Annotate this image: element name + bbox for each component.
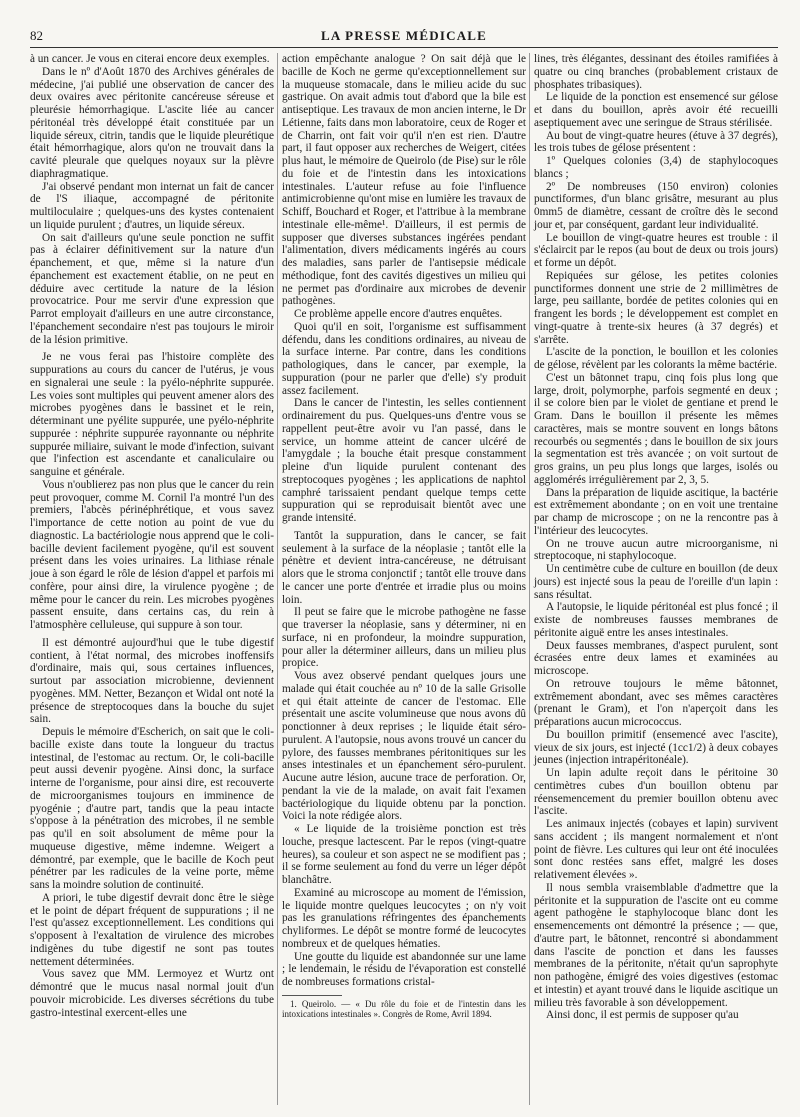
paragraph: Dans le cancer de l'intestin, les selles contiennent ordinairement du pus. Quelques-uns d'entre vous se rappellent peut-être avoir vu l'an passé, dans le service, un homme atteint de cancer ulcéré de l'amygdale ; la bouche était presque constamment pleine d'un liquide purulent contenant des streptocoques pyogènes ; les applications de naphtol camphré tarissaient pendant quelque temps cette suppuration qui se reproduisait bientôt avec une grande intensité.	[282, 397, 526, 524]
paragraph: Il peut se faire que le microbe pathogène ne fasse que traverser la néoplasie, sans y déterminer, ni en surface, ni en profondeur, la moindre suppuration, pour aller la déterminer ailleurs, dans un milieu plus propice.	[282, 606, 526, 670]
paragraph: On sait d'ailleurs qu'une seule ponction ne suffit pas à éclairer définitivement sur la nature d'un épanchement, et que, même si la nature d'un épanchement est exactement établie, on ne peut en déduire avec certitude la nature de la lésion provocatrice. Pour me servir d'une expression que Parrot employait d'ailleurs en une autre circonstance, l'épanchement secondaire n'est pas toujours le miroir de la lésion primitive.	[30, 231, 274, 346]
paragraph: On ne trouve aucun autre microorganisme, ni streptocoque, ni staphylocoque.	[534, 537, 778, 563]
paragraph: Il nous sembla vraisemblable d'admettre que la péritonite et la suppuration de l'ascite ont eu comme agent pathogène le staphylocoque blanc dont les ensemencements ont démontré la présence ; — que, d'autre part, le bâtonnet, rencontré si abondamment dans l'ascite de ponction et dans les fausses membranes de la péritonite, n'était qu'un saprophyte non pathogène, émigré des voies digestives (estomac et intestin) et ayant trouvé dans le liquide ascitique un milieu très favorable à son développement.	[534, 881, 778, 1009]
paragraph: C'est un bâtonnet trapu, cinq fois plus long que large, droit, polymorphe, parfois segmenté en deux ; il se colore bien par le violet de gentiane et prend le Gram. Dans le bouillon il présente les mêmes caractères, mais se montre souvent en longs bâtons recourbés ou segmentés ; dans le bouillon de six jours la segmentation est très avancée ; on voit surtout de gros grains, un peu plus longs que larges, isolés ou agglomérés irrégulièrement par 2, 3, 5.	[534, 371, 778, 486]
paragraph: 1º Quelques colonies (3,4) de staphylocoques blancs ;	[534, 155, 778, 180]
paragraph: Deux fausses membranes, d'aspect purulent, sont écrasées entre deux lames et examinées au microscope.	[534, 639, 778, 677]
header-rule	[30, 47, 778, 48]
paragraph: Quoi qu'il en soit, l'organisme est suffisamment défendu, dans les conditions ordinaires, au niveau de la surface interne. Par contre, dans les conditions pathologiques, dans le cancer, par exemple, la suppuration (pour ne parler que d'elle) s'y produit assez facilement.	[282, 320, 526, 397]
paragraph: A l'autopsie, le liquide péritonéal est plus foncé ; il existe de nombreuses fausses membranes de péritonite aiguë entre les anses intestinales.	[534, 601, 778, 639]
column-divider	[277, 53, 278, 1105]
column-1	[30, 53, 274, 1019]
journal-title: LA PRESSE MÉDICALE	[320, 28, 488, 43]
footnote: 1. Queirolo. — « Du rôle du foie et de l'intestin dans les intoxications intestinales ». Congrès de Rome, Avril 1894.	[282, 998, 526, 1020]
paragraph: J'ai observé pendant mon internat un fait de cancer de l'S iliaque, accompagné de péritonite multiloculaire ; quelques-uns des kystes contenaient un liquide purulent ; d'autres, un liquide séreux.	[30, 180, 274, 231]
paragraph: Ce problème appelle encore d'autres enquêtes.	[294, 308, 503, 320]
paragraph: Repiquées sur gélose, les petites colonies punctiformes donnent une strie de 2 millimètres de large, peu saillante, bordée de petites colonies qui en frangent les bords ; le développement est complet en vingt-quatre à trente-six heures (à 37 degrés) et s'arrête.	[534, 269, 778, 346]
footnote-rule	[282, 995, 342, 996]
paragraph: Une goutte du liquide est abandonnée sur une lame ; le lendemain, le résidu de l'évaporation est constellé de nombreuses formations cristal-	[282, 950, 526, 988]
column-divider	[529, 53, 530, 1105]
paragraph: Dans le nº d'Août 1870 des Archives générales de médecine, j'ai publié une observation de cancer des deux ovaires avec péritonite cancéreuse séreuse et pleurésie hémorrhagique. L'ascite liée au cancer péritonéal très développé était constituée par un liquide séreux, citrin, tandis que le liquide pleurétique était hémorrhagique, alors qu'on ne trouvait dans la cavité pleurale que quelques noyaux sur la plèvre diaphragmatique.	[30, 65, 274, 180]
paragraph: Dans la préparation de liquide ascitique, la bactérie est extrêmement abondante ; on en voit une trentaine par champ de microscope ; on ne la rencontre pas à l'intérieur des leucocytes.	[534, 486, 778, 537]
paragraph: Depuis le mémoire d'Escherich, on sait que le coli-bacille existe dans toute la longueur du tractus intestinal, de l'estomac au rectum. Or, le coli-bacille peut aussi devenir pyogène. Ainsi donc, la surface interne de l'organisme, pour ainsi dire, est recouverte de microorganismes toujours en imminence de pyogénie ; d'autre part, tandis que la peau intacte s'oppose à la pénétration des microbes, il ne semble pas qu'il en soit absolument de même pour la muqueuse digestive, même indemne. Weigert a démontré, par exemple, que le bacille de Koch peut pénétrer par les radicules de la veine porte, même sans la moindre solution de continuité.	[30, 726, 274, 891]
paragraph: Le liquide de la ponction est ensemencé sur gélose et dans du bouillon, après avoir été recueilli aseptiquement avec une seringue de Straus stérilisée.	[534, 91, 778, 129]
paragraph: lines, très élégantes, dessinant des étoiles ramifiées à quatre ou cinq branches (probablement cristaux de phosphates tribasiques).	[534, 53, 778, 91]
paragraph: A priori, le tube digestif devrait donc être le siège et le point de départ fréquent de suppurations ; il ne l'est qu'assez exceptionnellement. Les conditions qui s'opposent à l'exaltation de virulence des microbes indigènes du tube digestif ne sont pas toutes nettement déterminées.	[30, 891, 274, 968]
paragraph: 2º De nombreuses (150 environ) colonies punctiformes, d'un blanc grisâtre, mesurant au plus 0mm5 de diamètre, cessant de croître dès le second jour et, par conséquent, gardant leur individualité.	[534, 180, 778, 231]
paragraph: Je ne vous ferai pas l'histoire complète des suppurations au cours du cancer de l'utérus, je vous en signalerai une seule : la pyélo-néphrite suppurée. Les voies sont multiples qui peuvent amener alors des microbes pyogènes dans le bassinet et le rein, déterminant une pyélite suppurée, une pyélo-néphrite suppurée : néphrite suppurée rayonnante ou néphrite suppurée miliaire, suivant le mode d'infection, suivant que l'infection est ascendante et canaliculaire ou sanguine et générale.	[30, 351, 274, 478]
paragraph: On retrouve toujours le même bâtonnet, extrêmement abondant, avec ses mêmes caractères (prenant le Gram), et l'on n'aperçoit dans les préparations aucun micrococcus.	[534, 677, 778, 728]
paragraph: Examiné au microscope au moment de l'émission, le liquide montre quelques leucocytes ; on n'y voit pas les granulations réfringentes des épanchements chyliformes. Le dépôt se montre formé de leucocytes nombreux et de quelques hématies.	[282, 886, 526, 950]
paragraph: L'ascite de la ponction, le bouillon et les colonies de gélose, révèlent par les colorants la même bactérie.	[534, 346, 778, 371]
paragraph: Ainsi donc, il est permis de supposer qu'au	[546, 1009, 739, 1022]
paragraph: Les animaux injectés (cobayes et lapin) survivent sans accident ; ils mangent normalement et n'ont point de fièvre. Les cultures qui leur ont été inoculées sont donc restées sans effet, malgré les doses relativement élevées ».	[534, 818, 778, 881]
paragraph: Tantôt la suppuration, dans le cancer, se fait seulement à la surface de la néoplasie ; tantôt elle la pénètre et devient intra-cancéreuse, ne détruisant alors que le stroma conjonctif ; tantôt elle trouve dans le cancer une porte d'entrée et irradie plus ou moins loin.	[282, 529, 526, 606]
paragraph: Le bouillon de vingt-quatre heures est trouble : il s'éclaircit par le repos (au bout de deux ou trois jours) et forme un dépôt.	[534, 231, 778, 269]
column-3	[534, 53, 778, 1022]
paragraph: Vous avez observé pendant quelques jours une malade qui était couchée au nº 10 de la salle Grisolle et qui était atteinte de cancer de l'estomac. Elle présentait une ascite volumineuse que nous avons dû ponctionner à deux reprises ; le liquide était séro-purulent. A l'autopsie, nous avons trouvé un cancer du pylore, des fausses membranes péritonitiques sur les anses intestinales et un épanchement séro-purulent. Aucune autre lésion, aucune trace de perforation. Or, pendant la vie de la malade, on avait fait l'examen bactériologique du liquide obtenu par la ponction. Voici la note rédigée alors.	[282, 670, 526, 823]
paragraph: Au bout de vingt-quatre heures (étuve à 37 degrés), les trois tubes de gélose présentent :	[534, 129, 778, 155]
paragraph: Vous savez que MM. Lermoyez et Wurtz ont démontré que le mucus nasal normal jouit d'un pouvoir microbicide. Les diverses sécrétions du tube gastro-intestinal exercent-elles une	[30, 968, 274, 1019]
column-2	[282, 53, 526, 1020]
paragraph: Du bouillon primitif (ensemencé avec l'ascite), vieux de six jours, est injecté (1cc1/2) à deux cobayes jeunes (injection intrapéritonéale).	[534, 728, 778, 767]
page-number: 82	[30, 28, 43, 43]
paragraph: Il est démontré aujourd'hui que le tube digestif contient, à l'état normal, des microbes inoffensifs d'ordinaire, mais qui, sous certaines influences, surtout par association microbienne, deviennent pyogènes. MM. Netter, Bezançon et Widal ont noté la présence de streptocoques dans la bouche du sujet sain.	[30, 636, 274, 726]
paragraph: Un centimètre cube de culture en bouillon (de deux jours) est injecté sous la peau de l'oreille d'un lapin : sans résultat.	[534, 563, 778, 601]
paragraph: Un lapin adulte reçoit dans le péritoine 30 centimètres cubes d'un bouillon obtenu par réensemencement du premier bouillon obtenu avec l'ascite.	[534, 767, 778, 818]
page-header	[30, 28, 778, 46]
paragraph: à un cancer. Je vous en citerai encore deux exemples.	[30, 53, 270, 65]
paragraph: action empêchante analogue ? On sait déjà que le bacille de Koch ne germe qu'exceptionnellement sur la muqueuse stomacale, dans le milieu acide du suc gastrique. On avait admis tout d'abord que la bile est antiseptique. Les travaux de mon ancien interne, le Dr Létienne, faits dans mon laboratoire, ceux de Roger et de Charrin, ont fait voir qu'il n'en est rien. D'autre part, il faut opposer aux recherches de Weigert, citées plus haut, le mémoire de Queirolo (de Pise) sur le rôle du foie et de l'intestin dans les intoxications intestinales. L'auteur refuse au foie l'influence antimicrobienne qu'ont mise en lumière les travaux de Schiff, Bouchard et Roger, et l'attribue à la membrane intestinale elle-même¹. D'ailleurs, il est permis de supposer que diverses substances ingérées pendant l'alimentation, divers médicaments ingérés au cours des maladies, sans parler de l'antisepsie médicale méthodique, font des cavités digestives un milieu qui ne permet pas d'ordinaire aux microbes de devenir pathogènes.	[282, 53, 526, 308]
paragraph: Vous n'oublierez pas non plus que le cancer du rein peut provoquer, comme M. Cornil l'a montré l'un des premiers, l'abcès périnéphrétique, et vous savez l'importance de cette notion au point de vue du diagnostic. La bactériologie nous apprend que le coli-bacille devient facilement pyogène, qu'il est souvent présent dans les voies urinaires. La lithiase rénale joue à son égard le rôle de lésion d'appel et parfois mi confère, pour ainsi dire, la virulence pyogène ; de même pour le cancer du rein. Les microbes pyogènes passent ensuite, dans certains cas, du rein à l'atmosphère celluleuse, qui suppure à son tour.	[30, 478, 274, 631]
paragraph: « Le liquide de la troisième ponction est très louche, presque lactescent. Par le repos (vingt-quatre heures), sa couleur et son aspect ne se modifient pas ; il se forme seulement au fond du verre un léger dépôt blanchâtre.	[282, 823, 526, 886]
